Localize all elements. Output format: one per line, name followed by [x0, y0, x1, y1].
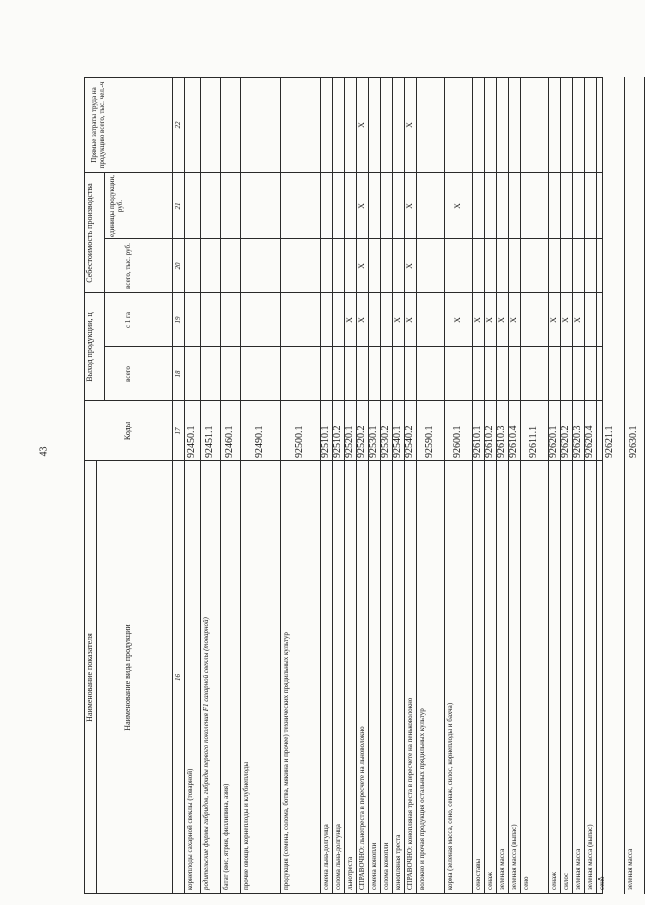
row-code: 92620.4 — [584, 425, 595, 458]
statistics-table — [84, 77, 639, 894]
row-rule — [596, 77, 597, 894]
row-name: сенаж — [550, 872, 558, 890]
cross-mark: Х — [405, 203, 414, 209]
row-code: 92620.2 — [560, 425, 571, 458]
cross-mark: Х — [393, 317, 402, 323]
row-name: льнотреста — [346, 856, 354, 890]
row-code: 92630.1 — [628, 425, 639, 458]
row-code: 92520.1 — [344, 425, 355, 458]
header-cost-group: Себестоимость производства — [85, 183, 94, 283]
row-name: сено — [598, 876, 606, 890]
row-name: СПРАВОЧНО: льнотреста в пересчете на льноволокно — [358, 726, 366, 890]
cross-mark: Х — [357, 317, 366, 323]
row-name: батат (ямс, ятрия, филлипина, азия) — [222, 783, 230, 890]
cross-mark: Х — [405, 122, 414, 128]
row-code: 92540.2 — [404, 425, 415, 458]
cross-mark: Х — [357, 122, 366, 128]
header-rule-groups — [104, 173, 105, 401]
row-code: 92620.3 — [572, 425, 583, 458]
row-name: семена льна-долгунца — [322, 824, 330, 890]
header-output-per-ha: с 1 га — [124, 311, 132, 329]
cross-mark: Х — [549, 317, 558, 323]
row-rule — [200, 77, 201, 894]
row-rule — [380, 77, 381, 894]
row-rule — [496, 77, 497, 894]
row-code: 92621.1 — [604, 425, 615, 458]
row-name: продукция (семена, солома, ботва, мякина и прочее) технических прядильных культур — [282, 632, 290, 890]
column-number-16: 16 — [174, 674, 182, 681]
row-name: сеноставы — [474, 858, 482, 890]
cross-mark: Х — [573, 317, 582, 323]
row-rule — [344, 77, 345, 894]
row-code: 92610.3 — [496, 425, 507, 458]
row-name: зеленая масса (выпас) — [510, 824, 518, 890]
row-rule — [356, 77, 357, 894]
row-code: 92600.1 — [452, 425, 463, 458]
row-rule — [332, 77, 333, 894]
row-code: 92490.1 — [254, 425, 265, 458]
row-name: силос — [562, 872, 570, 890]
row-code: 92510.1 — [320, 425, 331, 458]
row-rule — [584, 77, 585, 894]
header-codes: Коды — [123, 421, 132, 441]
row-name: корма (зеленая масса, сено, сенаж, силос, корнеплоды и бахча) — [446, 702, 454, 890]
row-name: зеленая масса — [626, 848, 634, 890]
row-rule — [508, 77, 509, 894]
cross-mark: Х — [473, 317, 482, 323]
cross-mark: Х — [405, 317, 414, 323]
row-rule — [484, 77, 485, 894]
row-rule — [392, 77, 393, 894]
header-product-name: Наименование вида продукции — [123, 624, 132, 731]
row-code: 92500.1 — [294, 425, 305, 458]
row-rule — [240, 77, 241, 894]
cross-mark: Х — [497, 317, 506, 323]
row-name: солома льна-долгунца — [334, 824, 342, 890]
row-code: 92611.1 — [528, 425, 539, 458]
column-number-18: 18 — [174, 370, 182, 378]
cross-mark: Х — [357, 263, 366, 269]
header-output-total: всего — [124, 366, 132, 382]
row-name: солома конопли — [382, 842, 390, 890]
row-code: 92610.1 — [472, 425, 483, 458]
header-output-group: Выход продукции, ц — [85, 312, 94, 382]
cross-mark: Х — [453, 317, 462, 323]
row-rule — [444, 77, 445, 894]
row-rule — [472, 77, 473, 894]
row-name: конопляная треста — [394, 834, 402, 890]
header-rule-indicator — [96, 461, 97, 894]
row-rule — [520, 77, 521, 894]
header-rule-bottom — [172, 77, 173, 894]
row-code: 92451.1 — [204, 425, 215, 458]
column-number-20: 20 — [174, 262, 182, 270]
row-name: прочие овощи, корнеплоды и клубнеплоды — [242, 761, 250, 890]
cross-mark: Х — [509, 317, 518, 323]
row-name: зеленая масса — [498, 848, 506, 890]
row-rule — [624, 77, 625, 894]
row-rule — [560, 77, 561, 894]
table-border-top — [84, 77, 85, 894]
row-code: 92610.2 — [484, 425, 495, 458]
column-number-19: 19 — [174, 316, 182, 324]
row-rule — [220, 77, 221, 894]
row-code: 92540.1 — [392, 425, 403, 458]
row-rule — [404, 77, 405, 894]
row-code: 92610.4 — [508, 425, 519, 458]
row-code: 92530.1 — [368, 425, 379, 458]
header-cost-unit: единицы продукции, руб. — [108, 175, 124, 238]
row-code: 92510.2 — [332, 425, 343, 458]
row-code: 92620.1 — [548, 425, 559, 458]
row-name: семена конопли — [370, 842, 378, 890]
row-rule — [280, 77, 281, 894]
row-name: зеленая масса (выпас) — [586, 824, 594, 890]
header-labor: Прямые затраты труда на продукцию всего, тыс. чел.-ч — [90, 81, 106, 169]
row-rule — [320, 77, 321, 894]
row-name: зеленая масса — [574, 848, 582, 890]
row-name: волокно и прочая продукция остальных прядильных культур — [418, 708, 426, 890]
column-number-21: 21 — [174, 202, 182, 210]
row-code: 92450.1 — [186, 425, 197, 458]
row-code: 92590.1 — [424, 425, 435, 458]
cross-mark: Х — [485, 317, 494, 323]
row-rule — [368, 77, 369, 894]
row-code: 92530.2 — [380, 425, 391, 458]
row-rule — [548, 77, 549, 894]
column-number-17: 17 — [174, 427, 182, 435]
header-indicator: Наименование показателя — [85, 633, 94, 722]
row-name: родительские формы гибридов, гибриды первого поколения F1 сахарной свеклы (товарной) — [202, 617, 210, 890]
cross-mark: Х — [561, 317, 570, 323]
row-name: сено — [522, 876, 530, 890]
header-cost-total: всего, тыс. руб. — [124, 243, 132, 289]
cross-mark: Х — [345, 317, 354, 323]
column-number-22: 22 — [174, 121, 182, 129]
row-name: СПРАВОЧНО: конопляная треста в пересчете на пеньковолокно — [406, 697, 414, 890]
row-name: корнеплоды сахарной свеклы (товарной) — [186, 768, 194, 890]
cross-mark: Х — [453, 203, 462, 209]
numbers-rule-bottom — [184, 77, 185, 894]
row-code: 92460.1 — [224, 425, 235, 458]
row-name: сенаж — [486, 872, 494, 890]
cross-mark: Х — [405, 263, 414, 269]
row-rule — [416, 77, 417, 894]
row-rule — [572, 77, 573, 894]
row-code: 92520.2 — [356, 425, 367, 458]
cross-mark: Х — [357, 203, 366, 209]
